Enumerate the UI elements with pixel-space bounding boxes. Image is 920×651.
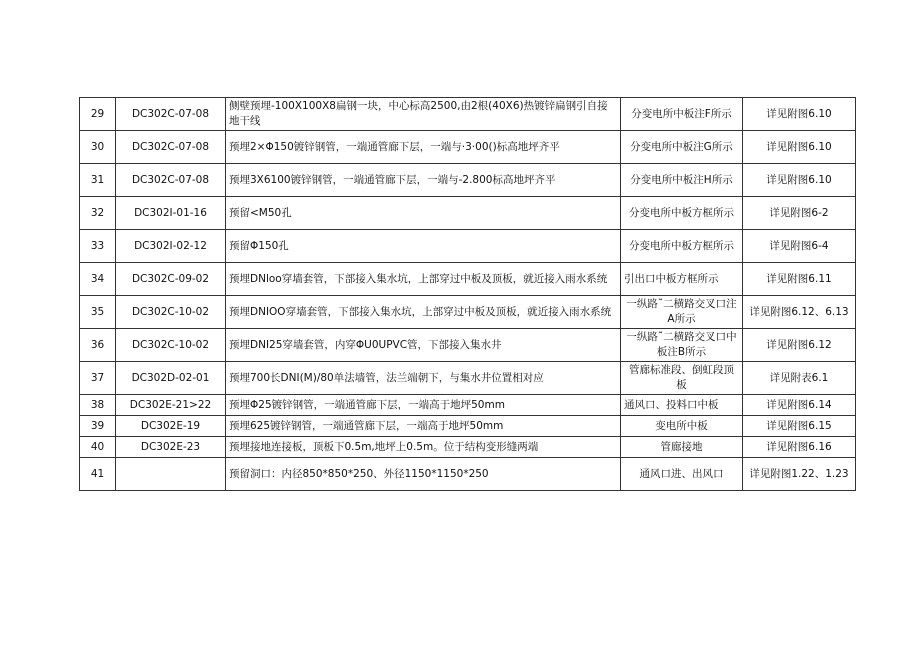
row-number: 36 [80, 329, 116, 362]
row-number: 37 [80, 362, 116, 395]
item-reference: 详见附图6.12 [743, 329, 856, 362]
item-reference: 详见附图6.14 [743, 395, 856, 416]
drawing-code: DC302I-01-16 [116, 197, 226, 230]
item-reference: 详见附图6.10 [743, 131, 856, 164]
row-number: 29 [80, 98, 116, 131]
item-description: 预埋DNloo穿墙套管，下部接入集水坑，上部穿过中板及顶板，就近接入雨水系统 [226, 263, 621, 296]
table-row [80, 362, 856, 395]
item-description: 预埋接地连接板，顶板下0.5m,地坪上0.5m。位于结构变形缝两端 [226, 437, 621, 458]
item-description: 预埋2×Φ150镀锌钢管，一端通管廊下层，一端与·3·00()标高地坪齐平 [226, 131, 621, 164]
item-description: 预埋700长DNI(M)/80单法墙管，法兰端朝下，与集水井位置相对应 [226, 362, 621, 395]
item-description: 预留Φ150孔 [226, 230, 621, 263]
drawing-code: DC302C-07-08 [116, 164, 226, 197]
item-location: 一纵路˜二横路交叉口注A所示 [621, 296, 743, 329]
table-row [80, 437, 856, 458]
item-reference: 详见附表6.1 [743, 362, 856, 395]
drawing-code: DC302C-10-02 [116, 329, 226, 362]
embedded-parts-table [79, 97, 856, 491]
item-reference: 详见附图1.22、1.23 [743, 458, 856, 491]
drawing-code: DC302C-07-08 [116, 131, 226, 164]
item-location: 分变电所中板注G所示 [621, 131, 743, 164]
table-row [80, 230, 856, 263]
drawing-code: DC302E-19 [116, 416, 226, 437]
row-number: 41 [80, 458, 116, 491]
row-number: 32 [80, 197, 116, 230]
table-row [80, 98, 856, 131]
table-row [80, 197, 856, 230]
item-location: 通风口、投料口中板 [621, 395, 743, 416]
row-number: 35 [80, 296, 116, 329]
item-location: 通风口进、出风口 [621, 458, 743, 491]
row-number: 30 [80, 131, 116, 164]
table-row [80, 458, 856, 491]
item-location: 分变电所中板方框所示 [621, 230, 743, 263]
item-description: 预埋625镀锌钢管，一端通管廊下层，一端高于地坪50mm [226, 416, 621, 437]
item-reference: 详见附图6-2 [743, 197, 856, 230]
item-location: 分变电所中板方框所示 [621, 197, 743, 230]
drawing-code: DC302E-23 [116, 437, 226, 458]
item-location: 管廊标准段、倒虹段顶板 [621, 362, 743, 395]
row-number: 40 [80, 437, 116, 458]
item-description: 预埋3X6100镀锌钢管，一端通管廊下层，一端与-2.800标高地坪齐平 [226, 164, 621, 197]
drawing-code [116, 458, 226, 491]
table-row [80, 329, 856, 362]
item-description: 预埋DNIOO穿墙套管，下部接入集水坑，上部穿过中板及顶板，就近接入雨水系统 [226, 296, 621, 329]
item-description: 预埋Φ25镀锌钢管，一端通管廊下层，一端高于地坪50mm [226, 395, 621, 416]
row-number: 34 [80, 263, 116, 296]
drawing-code: DC302D-02-01 [116, 362, 226, 395]
row-number: 31 [80, 164, 116, 197]
row-number: 39 [80, 416, 116, 437]
item-reference: 详见附图6-4 [743, 230, 856, 263]
item-reference: 详见附图6.10 [743, 98, 856, 131]
item-reference: 详见附图6.16 [743, 437, 856, 458]
drawing-code: DC302C-07-08 [116, 98, 226, 131]
drawing-code: DC302E-21>22 [116, 395, 226, 416]
item-description: 预留<M50孔 [226, 197, 621, 230]
drawing-code: DC302C-09-02 [116, 263, 226, 296]
item-location: 一纵路˜二横路交叉口中板注B所示 [621, 329, 743, 362]
row-number: 38 [80, 395, 116, 416]
table-row [80, 263, 856, 296]
item-location: 引出口中板方框所示 [621, 263, 743, 296]
item-location: 管廊接地 [621, 437, 743, 458]
item-description: 侧壁预埋-100X100X8扁钢一块，中心标高2500,由2根(40X6)热镀锌扁钢引自接地干线 [226, 98, 621, 131]
item-reference: 详见附图6.15 [743, 416, 856, 437]
table-row [80, 296, 856, 329]
item-reference: 详见附图6.10 [743, 164, 856, 197]
item-location: 变电所中板 [621, 416, 743, 437]
item-location: 分变电所中板注H所示 [621, 164, 743, 197]
row-number: 33 [80, 230, 116, 263]
item-description: 预留洞口：内径850*850*250、外径1150*1150*250 [226, 458, 621, 491]
item-description: 预埋DNI25穿墙套管，内穿ΦU0UPVC管，下部接入集水井 [226, 329, 621, 362]
drawing-code: DC302I-02-12 [116, 230, 226, 263]
item-reference: 详见附图6.11 [743, 263, 856, 296]
item-reference: 详见附图6.12、6.13 [743, 296, 856, 329]
drawing-code: DC302C-10-02 [116, 296, 226, 329]
table-row [80, 131, 856, 164]
table-row [80, 395, 856, 416]
table-row [80, 164, 856, 197]
table-row [80, 416, 856, 437]
item-location: 分变电所中板注F所示 [621, 98, 743, 131]
